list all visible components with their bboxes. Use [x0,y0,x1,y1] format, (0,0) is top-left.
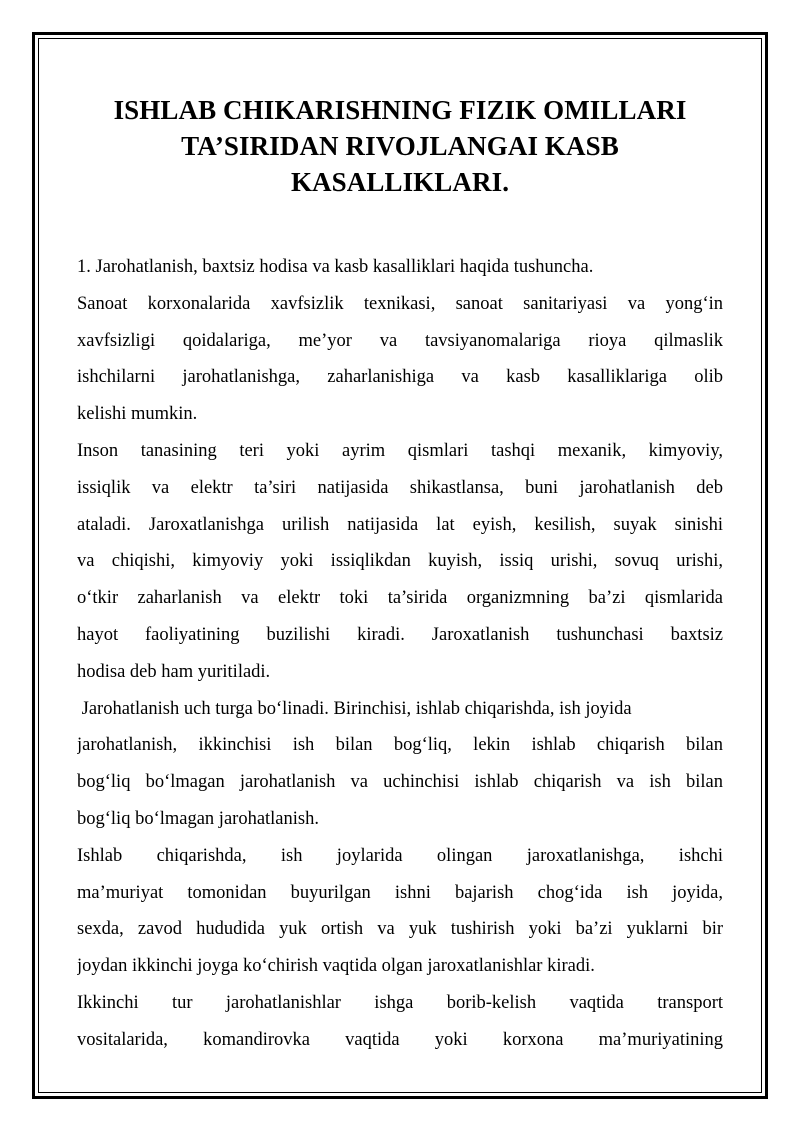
paragraph-line: joydan ikkinchi joyga ko‘chirish vaqtida olgan jaroxatlanishlar kiradi. [77,956,595,977]
paragraph-line: hayot faoliyatining buzilishi kiradi. Jaroxatlanish tushunchasi baxtsiz [77,624,723,645]
paragraph-line: o‘tkir zaharlanish va elektr toki ta’sirida organizmning ba’zi qismlarida [77,588,723,609]
paragraph-line: hodisa deb ham yuritiladi. [77,661,271,682]
paragraph-line: ataladi. Jaroxatlanishga urilish natijasida lat eyish, kesilish, suyak sinishi [77,514,723,535]
document-body [77,249,723,1059]
paragraph-line: va chiqishi, kimyoviy yoki issiqlikdan kuyish, issiq urishi, sovuq urishi, [77,551,723,572]
paragraph-line: bog‘liq bo‘lmagan jarohatlanish. [77,808,319,829]
section-heading-line: 1. Jarohatlanish, baxtsiz hodisa va kasb kasalliklari haqida tushuncha. [77,257,594,277]
paragraph-line: Ikkinchi tur jarohatlanishlar ishga borib-kelish vaqtida transport [77,992,723,1013]
title-line: KASALLIKLARI. [290,167,510,197]
paragraph-line: bog‘liq bo‘lmagan jarohatlanish va uchinchisi ishlab chiqarish va ish bilan [77,772,723,793]
paragraph-line: kelishi mumkin. [77,404,198,425]
title-line: TA’SIRIDAN RIVOJLANGAI KASB [181,131,619,161]
paragraph-line: Sanoat korxonalarida xavfsizlik texnikasi, sanoat sanitariyasi va yong‘in [77,293,723,314]
paragraph-line: vositalarida, komandirovka vaqtida yoki korxona ma’muriyatining [77,1029,723,1050]
document-page [77,92,723,1059]
paragraph-line: jarohatlanish, ikkinchisi ish bilan bog‘liq, lekin ishlab chiqarish bilan [77,735,723,756]
document-title [77,92,723,200]
paragraph-line: Ishlab chiqarishda, ish joylarida olingan jaroxatlanishga, ishchi [77,845,723,866]
paragraph-line: Inson tanasining teri yoki ayrim qismlari tashqi mexanik, kimyoviy, [77,440,723,461]
paragraph-line: sexda, zavod hududida yuk ortish va yuk tushirish yoki ba’zi yuklarni bir [77,919,723,940]
paragraph-line: issiqlik va elektr ta’siri natijasida shikastlansa, buni jarohatlanish deb [77,477,723,498]
paragraph-line: ma’muriyat tomonidan buyurilgan ishni bajarish chog‘ida ish joyida, [77,882,723,903]
title-line: ISHLAB CHIKARISHNING FIZIK OMILLARI [113,95,687,125]
paragraph-line: Jarohatlanish uch turga bo‘linadi. Birinchisi, ishlab chiqarishda, ish joyida [77,698,632,719]
paragraph-line: ishchilarni jarohatlanishga, zaharlanishiga va kasb kasalliklariga olib [77,367,723,388]
paragraph-line: xavfsizligi qoidalariga, me’yor va tavsiyanomalariga rioya qilmaslik [77,330,723,351]
